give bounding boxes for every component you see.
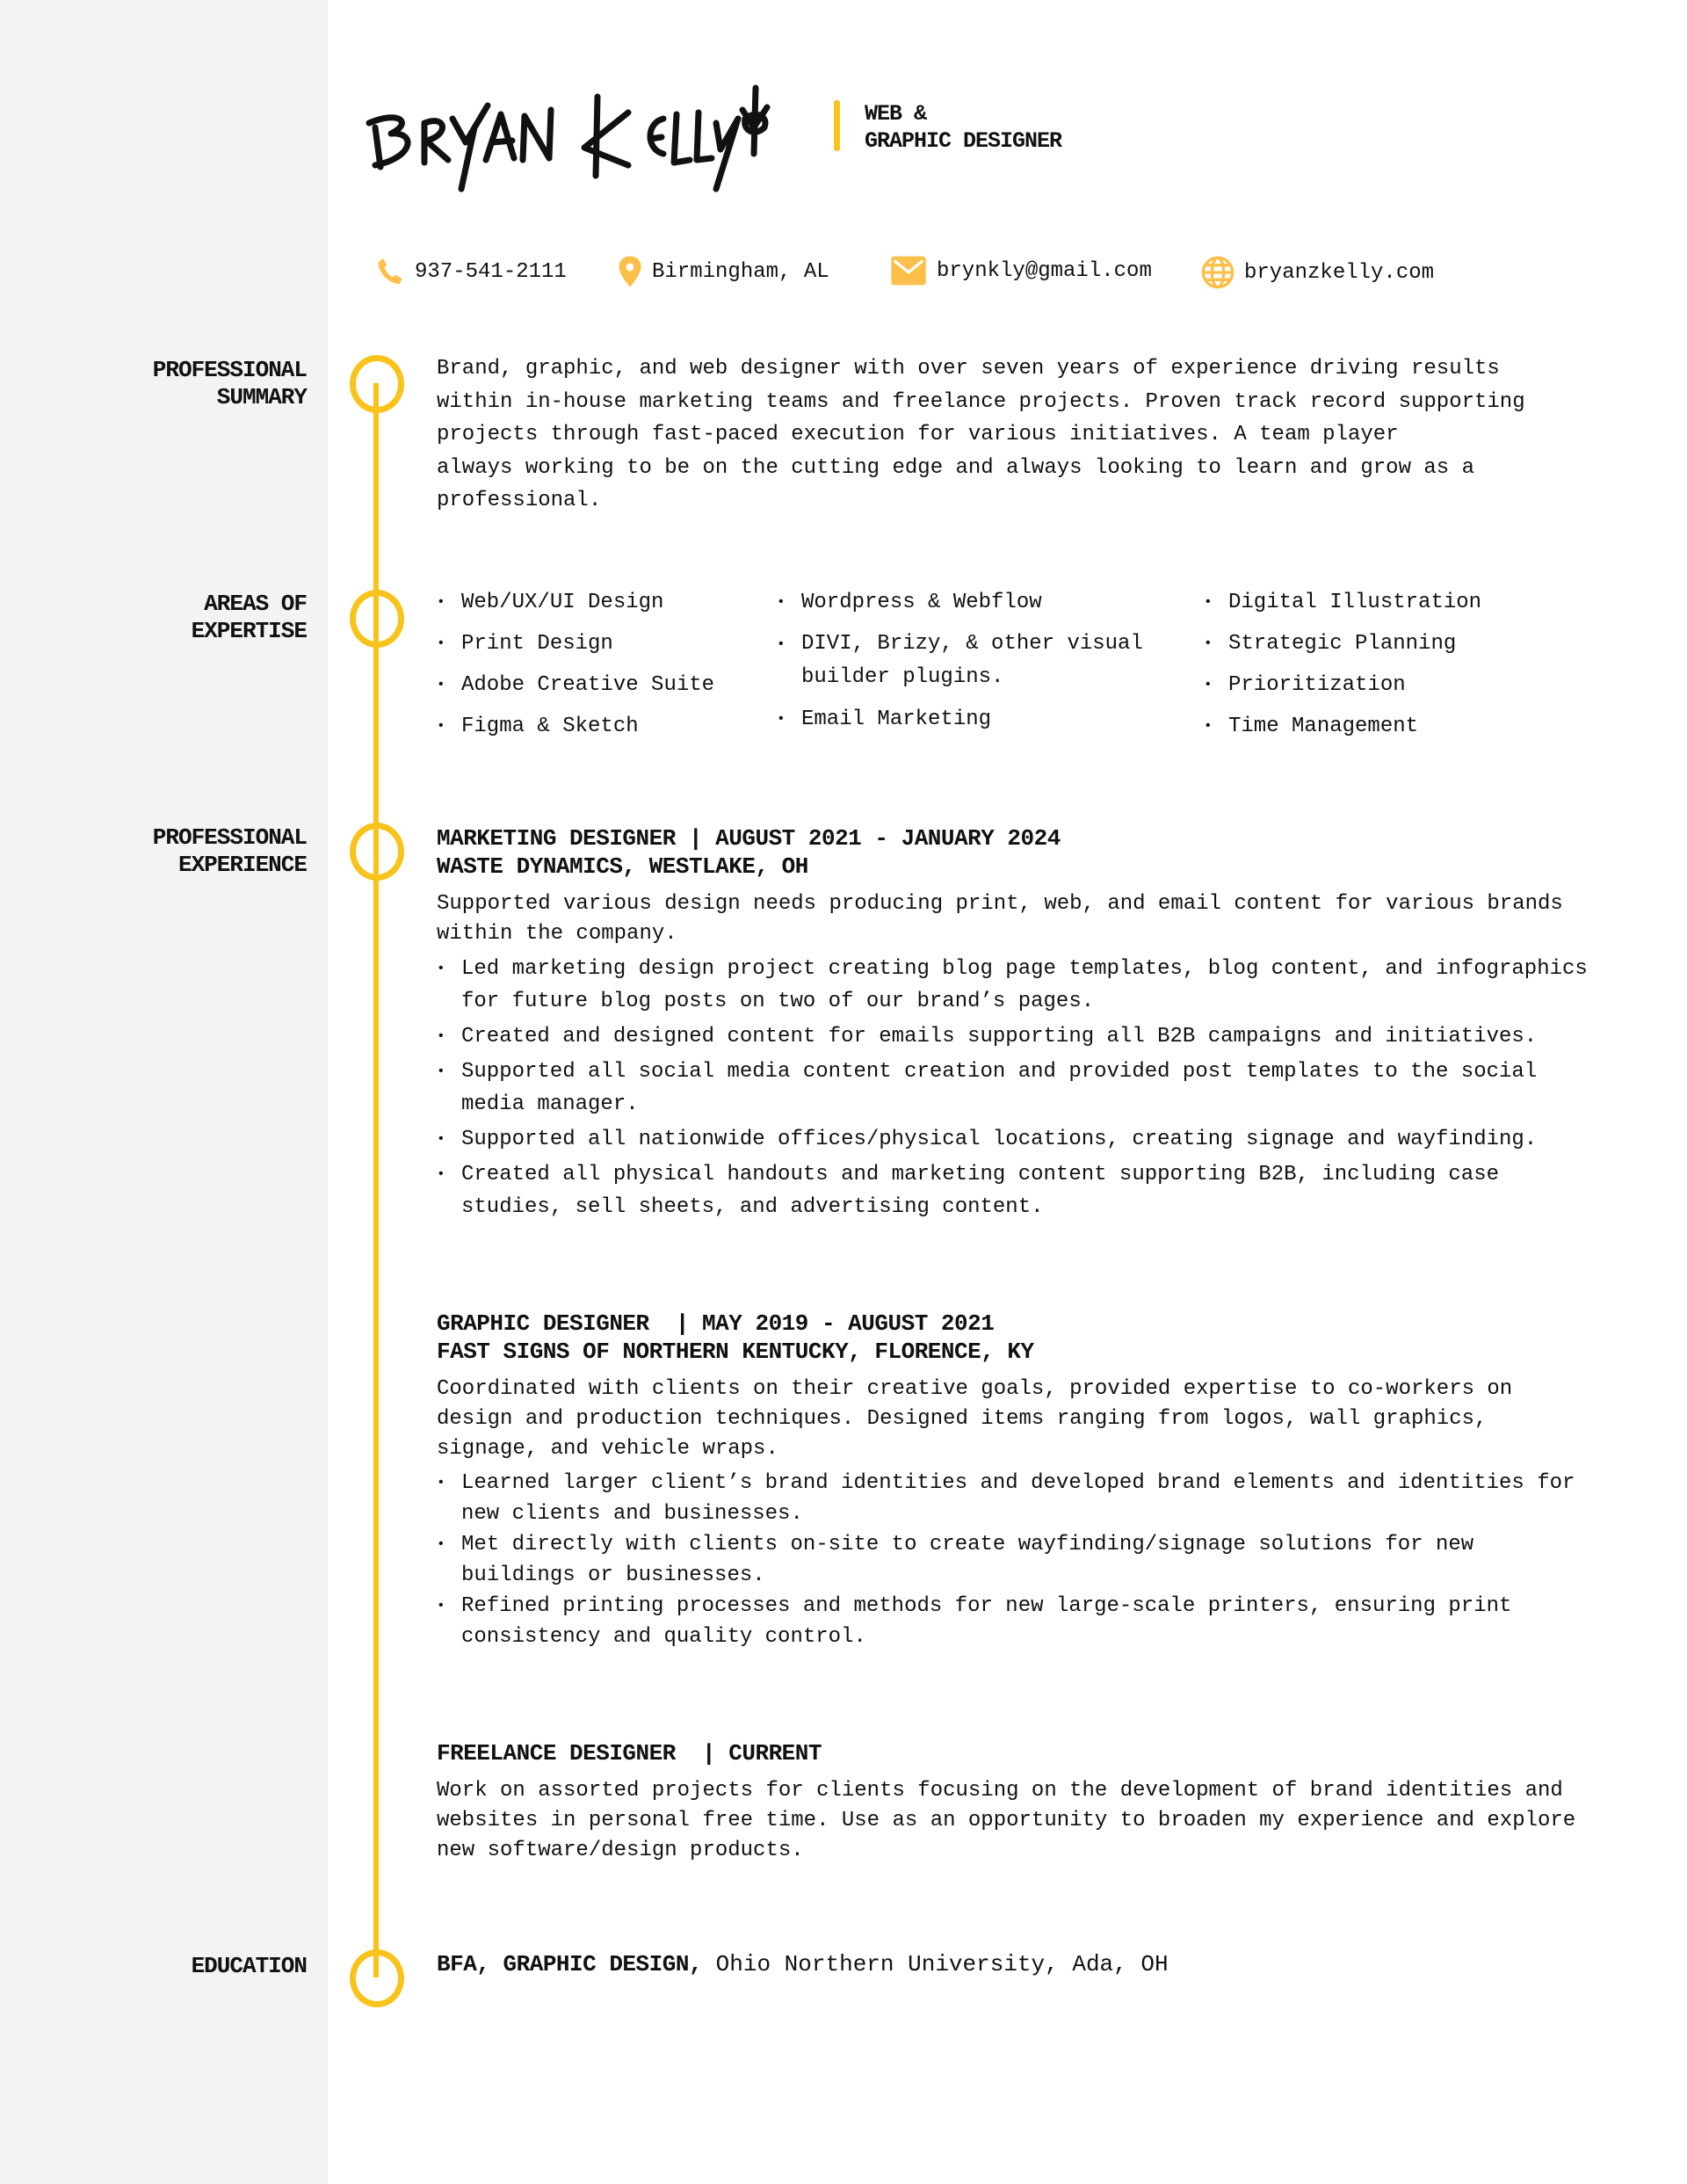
job-title: MARKETING DESIGNER | AUGUST 2021 - JANUARY 2024: [437, 825, 1061, 852]
list-item: • Adobe Creative Suite: [437, 669, 762, 701]
phone-icon: [374, 255, 406, 288]
location-pin-icon: [617, 255, 643, 288]
timeline-marker: [350, 355, 404, 413]
section-label-expertise: AREAS OF EXPERTISE: [191, 591, 307, 644]
list-item: • Supported all social media content creation and provided post templates to the social media manager.: [437, 1056, 1596, 1121]
expertise-column-2: [777, 586, 1163, 744]
job-description: Coordinated with clients on their creative goals, provided expertise to co-workers on design and production techniques. Designed items ranging from logos, wall graphics, signage, and vehicle wraps.: [437, 1377, 1513, 1461]
section-label-experience: PROFESSIONAL EXPERIENCE: [152, 824, 307, 878]
job-title: FREELANCE DESIGNER | CURRENT: [437, 1740, 822, 1767]
job-company: FAST SIGNS OF NORTHERN KENTUCKY, FLORENCE, KY: [437, 1339, 1034, 1365]
contact-email: brynkly@gmail.com: [889, 255, 1152, 287]
section-label-summary: PROFESSIONAL SUMMARY: [152, 357, 307, 410]
list-item: • Learned larger client’s brand identities and developed brand elements and identities for new clients and businesses.: [437, 1468, 1596, 1529]
job-title: GRAPHIC DESIGNER | MAY 2019 - AUGUST 2021: [437, 1310, 995, 1337]
expertise-column-3: [1204, 586, 1590, 751]
education-entry: [437, 1951, 1596, 1977]
job-company: WASTE DYNAMICS, WESTLAKE, OH: [437, 853, 808, 880]
job-entry: [437, 1310, 1596, 1652]
summary-text: Brand, graphic, and web designer with over seven years of experience driving results within in-house marketing teams and freelance projects. Proven track record supporting projects through fast-paced execution for various initiatives. A team player always working to be on the cutting edge and always looking to learn and grow as a professional.: [437, 357, 1525, 513]
website-link[interactable]: bryanzkelly.com: [1244, 260, 1435, 285]
contact-location: Birmingham, AL: [617, 255, 829, 288]
degree: BFA, GRAPHIC DESIGN,: [437, 1951, 703, 1977]
list-item: • Wordpress & Webflow: [777, 586, 1163, 619]
job-entry: [437, 824, 1596, 1226]
list-item: • Web/UX/UI Design: [437, 586, 762, 619]
list-item: • Refined printing processes and methods for new large-scale printers, ensuring print consistency and quality control.: [437, 1591, 1596, 1652]
list-item: • Email Marketing: [777, 703, 1163, 736]
timeline-marker: [350, 823, 404, 881]
list-item: • Created and designed content for emails supporting all B2B campaigns and initiatives.: [437, 1020, 1596, 1053]
list-item: • Led marketing design project creating blog page templates, blog content, and infographics for future blog posts on two of our brand’s pages.: [437, 953, 1596, 1018]
contact-phone: 937-541-2111: [374, 255, 567, 288]
header-accent-bar: [834, 100, 840, 151]
list-item: • DIVI, Brizy, & other visual builder plugins.: [777, 628, 1163, 694]
list-item: • Supported all nationwide offices/physical locations, creating signage and wayfinding.: [437, 1123, 1596, 1156]
list-item: • Print Design: [437, 628, 762, 660]
job-entry: [437, 1739, 1596, 1866]
globe-icon: [1200, 255, 1235, 290]
job-description: Work on assorted projects for clients focusing on the development of brand identities and websites in personal free time. Use as an opportunity to broaden my experience and explore new software/design products.: [437, 1779, 1576, 1862]
email-icon: [889, 255, 928, 287]
signature-logo: [365, 79, 813, 193]
list-item: • Time Management: [1204, 710, 1590, 743]
section-label-education: EDUCATION: [191, 1953, 307, 1979]
timeline-marker: [350, 1949, 404, 2007]
job-role-title: WEB & GRAPHIC DESIGNER: [865, 101, 1062, 154]
sidebar-background: [0, 0, 328, 2184]
list-item: • Created all physical handouts and marketing content supporting B2B, including case studies, sell sheets, and advertising content.: [437, 1158, 1596, 1223]
timeline-marker: [350, 590, 404, 648]
list-item: • Digital Illustration: [1204, 586, 1590, 619]
contact-website: [1200, 255, 1434, 290]
school: Ohio Northern University, Ada, OH: [715, 1951, 1169, 1977]
job-description: Supported various design needs producing print, web, and email content for various brands within the company.: [437, 892, 1563, 946]
list-item: • Met directly with clients on-site to create wayfinding/signage solutions for new buildings or businesses.: [437, 1529, 1596, 1591]
expertise-column-1: [437, 586, 762, 751]
list-item: • Figma & Sketch: [437, 710, 762, 743]
list-item: • Prioritization: [1204, 669, 1590, 701]
list-item: • Strategic Planning: [1204, 628, 1590, 660]
